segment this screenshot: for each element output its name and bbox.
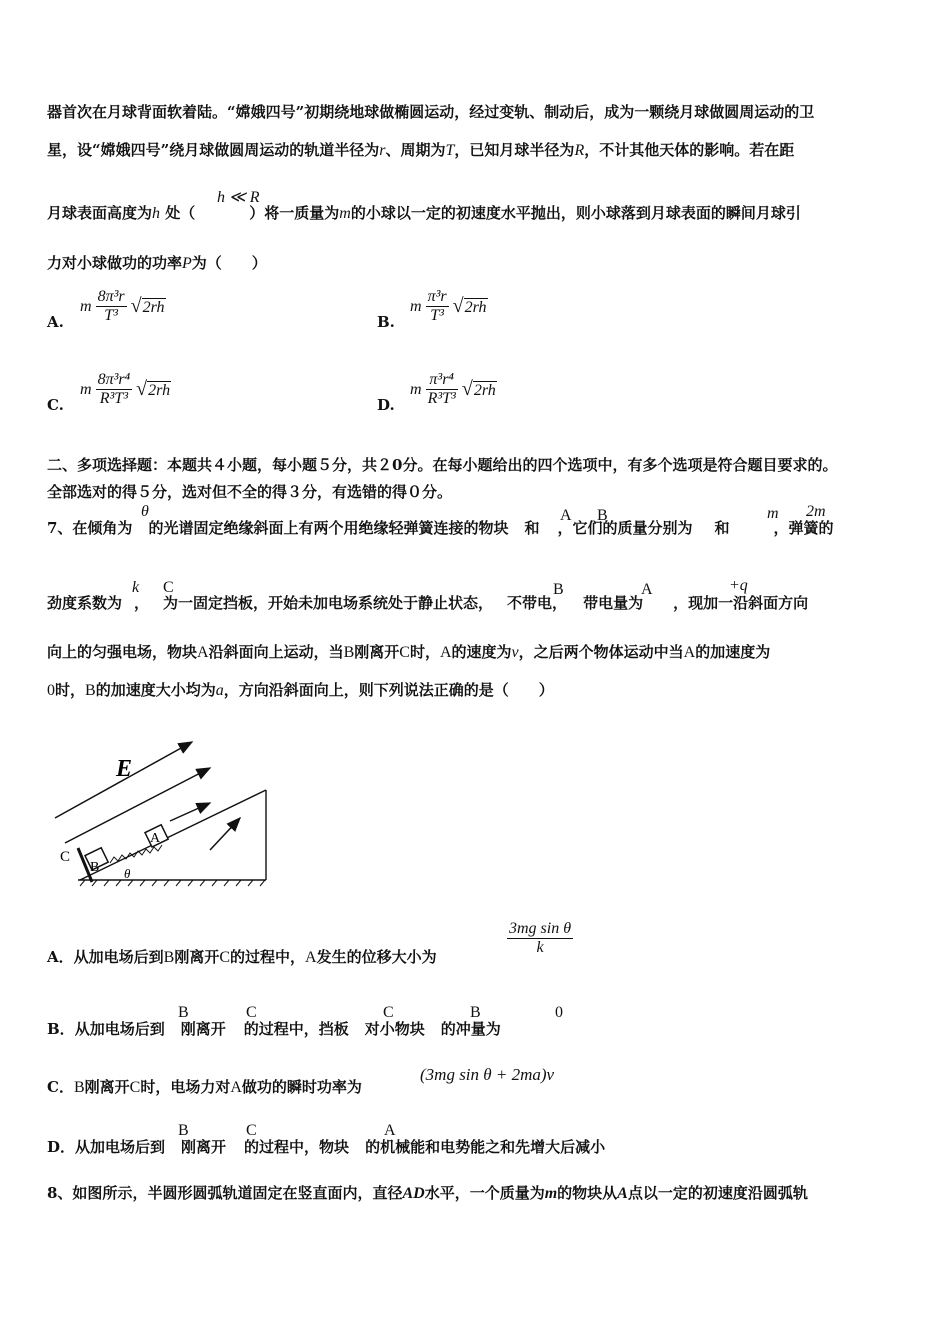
incline-surface — [80, 790, 266, 880]
field-line-3 — [170, 803, 210, 821]
q6-line-1: 器首次在月球背面软着陆。“嫦娥四号”初期绕地球做椭圆运动，经过变轨、制动后，成为一颗绕月球做圆周运动的卫 — [47, 103, 815, 121]
section-2-heading-line-2: 全部选对的得５分，选对但不全的得３分，有选错的得０分。 — [47, 483, 453, 501]
q6-option-d-label[interactable]: D. — [377, 396, 395, 414]
q6-option-b-label[interactable]: B. — [377, 313, 395, 331]
q7-m-sup: m — [767, 505, 779, 522]
q7-option-d[interactable]: D．从加电场后到 刚离开 的过程中，物块 的机械能和电势能之和先增大后减小 — [47, 1138, 606, 1156]
spring — [110, 845, 162, 863]
ground-hatch — [80, 880, 265, 886]
q6-option-c-label[interactable]: C. — [47, 396, 64, 414]
q7-line-3: 向上的匀强电场，物块A沿斜面向上运动，当B刚离开C时，A的速度为v，之后两个物体运动中当A的加速度为 — [47, 643, 771, 661]
label-E: E — [116, 756, 133, 782]
q6-line-2: 星，设“嫦娥四号”绕月球做圆周运动的轨道半径为r、周期为T，已知月球半径为R，不计其他天体的影响。若在距 — [47, 141, 795, 159]
q7-C-sup: C — [163, 579, 174, 596]
q7-option-a-fraction: $\frac{\text{3mg sin θ}}{k}$ — [509, 920, 572, 956]
q7-option-a[interactable]: A．从加电场后到B刚离开C的过程中，A发生的位移大小为 — [47, 948, 437, 966]
q7-optB-zero-sup: 0 — [555, 1004, 563, 1021]
field-line-4 — [210, 818, 240, 850]
q7-2m-sup: 2m — [806, 503, 826, 520]
label-B: B — [90, 860, 100, 875]
label-C: C — [60, 849, 71, 865]
q7-optB-C-sup: C — [246, 1004, 257, 1021]
q7-B-sup: B — [597, 507, 608, 524]
q7-option-c-expression: (3mg sin θ + 2ma)v — [420, 1065, 555, 1084]
q7-option-b[interactable]: B．从加电场后到 刚离开 的过程中，挡板 对小物块 的冲量为 — [47, 1020, 501, 1038]
q7-k-sup: k — [132, 579, 140, 596]
q7-option-c[interactable]: C．B刚离开C时，电场力对A做功的瞬时功率为 — [47, 1078, 362, 1096]
q7-charge-sup: +q — [729, 577, 748, 594]
q7-optB-B2-sup: B — [470, 1004, 481, 1021]
q7-optB-B-sup: B — [178, 1004, 189, 1021]
q6-option-d-formula: m $\frac{\text{π³r⁴}}{\text{R³T³}}$ √ 2rh — [410, 371, 496, 407]
q7-A2-sup: A — [641, 581, 653, 598]
section-2-heading-line-1: 二、多项选择题：本题共４小题，每小题５分，共２0分。在每小题给出的四个选项中，有多个选项是符合题目要求的。 — [47, 456, 838, 474]
q8-line-1: 8、如图所示，半圆形圆弧轨道固定在竖直面内，直径AD水平，一个质量为m的物块从A点以一定的初速度沿圆弧轨 — [47, 1184, 808, 1202]
q7-optD-B-sup: B — [178, 1122, 189, 1139]
q6-option-a-label[interactable]: A. — [47, 313, 64, 331]
q7-line-2: 劲度系数为 ， 为一固定挡板，开始未加电场系统处于静止状态， 不带电， 带电量为 ，现加一沿斜面方向 — [47, 594, 809, 612]
q7-line-4: 0时，B的加速度大小均为a，方向沿斜面向上，则下列说法正确的是（ ） — [47, 681, 554, 699]
label-theta: θ — [124, 866, 131, 881]
q7-B2-sup: B — [553, 581, 564, 598]
q7-optD-A-sup: A — [384, 1122, 396, 1139]
q7-optD-C-sup: C — [246, 1122, 257, 1139]
q6-line-4: 力对小球做功的功率P为（ ） — [47, 254, 267, 272]
condition-h-much-less-R: h ≪ R — [217, 189, 260, 206]
q7-optB-C2-sup: C — [383, 1004, 394, 1021]
field-line-2 — [65, 768, 210, 843]
label-A: A — [150, 831, 161, 846]
q7-theta-symbol: θ — [141, 503, 149, 520]
q7-line-1: 7、在倾角为 的光谱固定绝缘斜面上有两个用绝缘轻弹簧连接的物块 和 ，它们的质量分别为 和 ，弹簧的 — [47, 519, 834, 537]
incline-diagram — [40, 730, 280, 890]
q6-option-b-formula: m $\frac{\text{π³r}}{\text{T³}}$ √ 2rh — [410, 288, 487, 324]
q6-line-3: 月球表面高度为h 处（ ）将一质量为m的小球以一定的初速度水平抛出，则小球落到月球表面的瞬间月球引 — [47, 204, 801, 222]
q6-option-a-formula: m $\frac{\text{8π³r}}{\text{T³}}$ √ 2rh — [80, 288, 165, 324]
q6-option-c-formula: m $\frac{\text{8π³r⁴}}{\text{R³T³}}$ √ 2rh — [80, 371, 171, 407]
q7-A-sup: A — [560, 507, 572, 524]
